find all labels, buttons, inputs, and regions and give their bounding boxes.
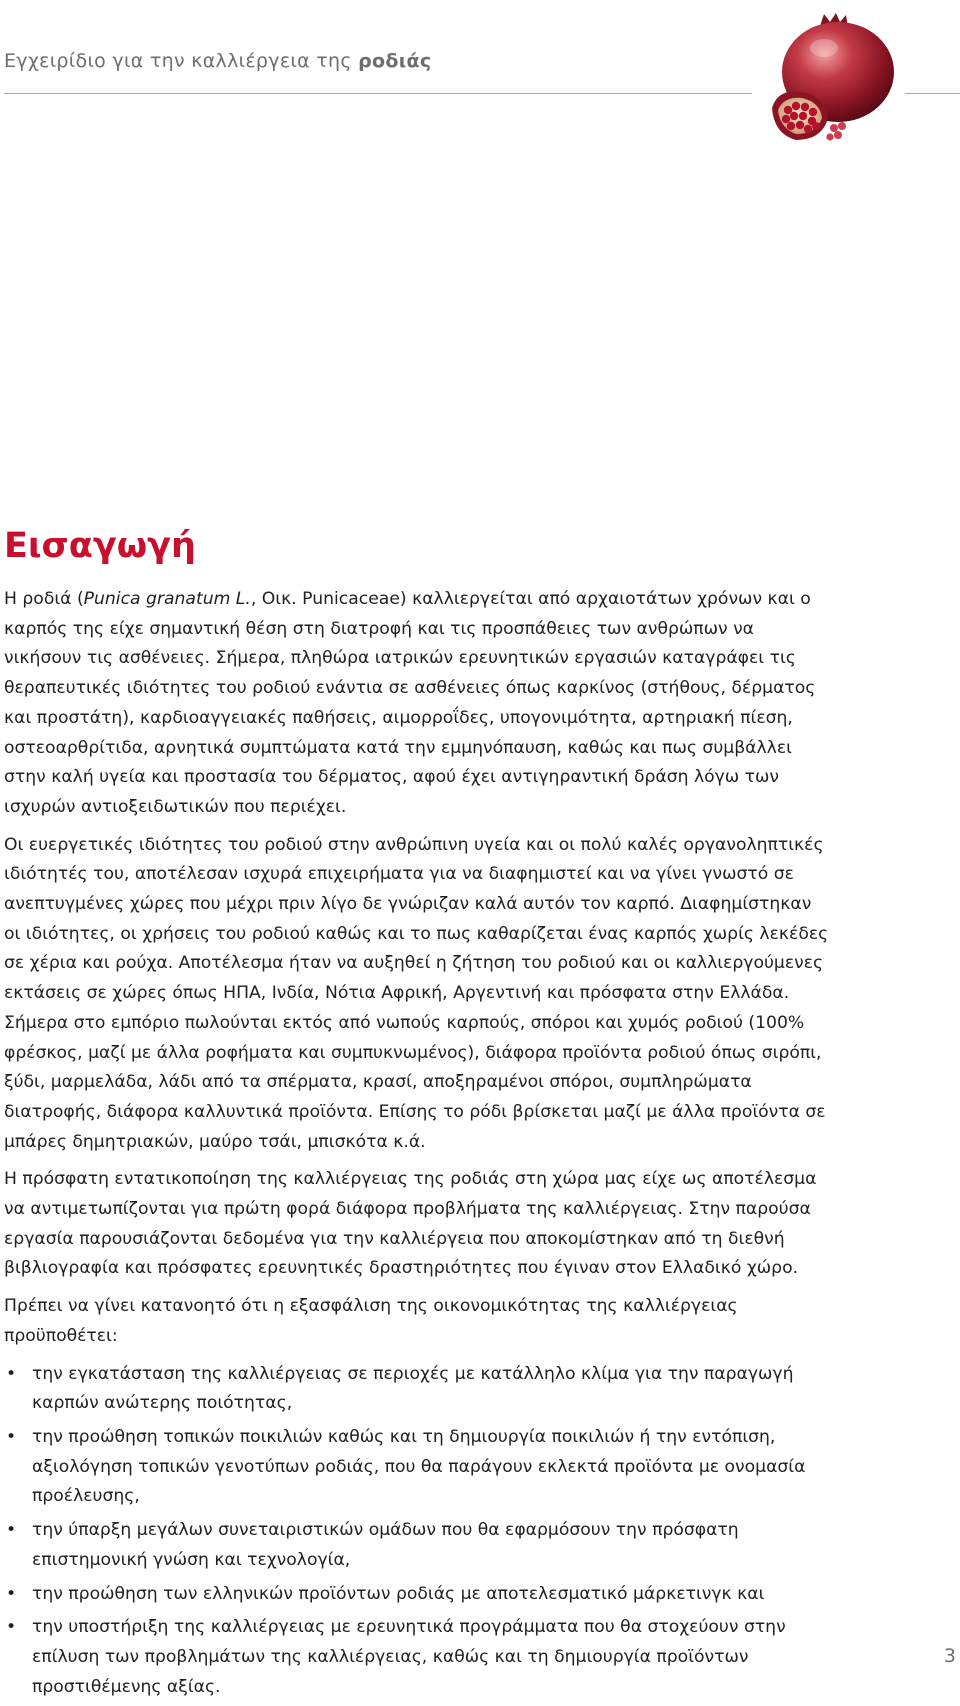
list-item-text: την εγκατάσταση της καλλιέργειας σε περιοχές με κατάλληλο κλίμα για την παραγωγή καρπών ανώτερης ποιότητας, xyxy=(32,1363,794,1414)
section-title: Εισαγωγή xyxy=(4,526,196,566)
document-header xyxy=(4,50,431,72)
header-title-prefix: Εγχειρίδιο για την καλλιέργεια της xyxy=(4,50,352,72)
pomegranate-icon xyxy=(758,10,908,160)
list-item-text: την προώθηση τοπικών ποικιλιών καθώς και τη δημιουργία ποικιλιών ή την εντόπιση, αξιολόγηση τοπικών γενοτύπων ροδιάς, που θα παράγουν εκλεκτά προϊόντα με ονομασία προέλευσης, xyxy=(32,1426,806,1507)
paragraph-2: Οι ευεργετικές ιδιότητες του ροδιού στην ανθρώπινη υγεία και οι πολύ καλές οργανοληπτικές ιδιότητές του, αποτέλεσαν ισχυρά επιχειρήματα για να διαφημιστεί και να γίνει γνωστό σε ανεπτυγμένες χώρες που μέχρι πριν λίγο δε γνώριζαν καλά αυτόν τον καρπό. Διαφημίστηκαν οι ιδιότητες, οι χρήσεις του ροδιού καθώς και το πως καθαρίζεται ένας καρπός χωρίς λεκέδες σε χέρια και ρούχα. Αποτέλεσμα ήταν να αυξηθεί η ζήτηση του ροδιού και οι καλλιεργούμενες εκτάσεις σε χώρες όπως ΗΠΑ, Ινδία, Νότια Αφρική, Αργεντινή και πρόσφατα στην Ελλάδα. Σήμερα στο εμπόριο πωλούνται εκτός από νωπούς καρπούς, σπόροι και χυμός ροδιού (100% φρέσκος, μαζί με άλλα ροφήματα και συμπυκνωμένος), διάφορα προϊόντα ροδιού όπως σιρόπι, ξύδι, μαρμελάδα, λάδι από τα σπέρματα, κρασί, αποξηραμένοι σπόροι, συμπληρώματα διατροφής, διάφορα καλλυντικά προϊόντα. Επίσης το ρόδι βρίσκεται μαζί με άλλα προϊόντα σε μπάρες δημητριακών, μαύρο τσάι, μπισκότα κ.ά. xyxy=(4,834,829,1152)
list-item xyxy=(4,1360,832,1419)
list-item xyxy=(4,1516,832,1575)
list-item-text: την ύπαρξη μεγάλων συνεταιριστικών ομάδων που θα εφαρμόσουν την πρόσφατη επιστημονική γνώση και τεχνολογία, xyxy=(32,1520,739,1570)
header-title-emphasis: ροδιάς xyxy=(358,50,432,72)
list-item xyxy=(4,1580,832,1610)
bullet-icon: • xyxy=(6,1426,17,1447)
header-divider-right xyxy=(905,93,960,94)
paragraph-4: Πρέπει να γίνει κατανοητό ότι η εξασφάλιση της οικονομικότητας της καλλιέργειας προϋποθέτει: xyxy=(4,1296,738,1346)
page-number: 3 xyxy=(943,1645,956,1667)
body-content xyxy=(4,585,832,1706)
paragraph-1 xyxy=(4,585,832,823)
paragraph-1-lead: Η ροδιά ( xyxy=(4,589,84,609)
bullet-icon: • xyxy=(6,1520,17,1541)
paragraph-3: Η πρόσφατη εντατικοποίηση της καλλιέργειας της ροδιάς στη χώρα μας είχε ως αποτέλεσμα να αντιμετωπίζονται για πρώτη φορά διάφορα προβλήματα της καλλιέργειας. Στην παρούσα εργασία παρουσιάζονται δεδομένα για την καλλιέργεια που αποκομίστηκαν από τη διεθνή βιβλιογραφία και πρόσφατες ερευνητικές δραστηριότητες που έγιναν στον Ελλαδικό χώρο. xyxy=(4,1169,817,1279)
bullet-list xyxy=(4,1360,832,1703)
bullet-icon: • xyxy=(6,1617,17,1638)
paragraph-1-rest: , Οικ. Punicaceae) καλλιεργείται από αρχαιοτάτων χρόνων και ο καρπός της είχε σημαντική θέση στη διατροφή και τις προσπάθειες των ανθρώπων να νικήσουν τις ασθένειες. Σήμερα, πληθώρα ιατρικών ερευνητικών εργασιών καταγράφει τις θεραπευτικές ιδιότητες του ροδιού ενάντια σε ασθένειες όπως καρκίνος (στήθους, δέρματος και προστάτη), καρδιοαγγειακές παθήσεις, αιμορροΐδες, υπογονιμότητα, αρτηριακή πίεση, οστεοαρθρίτιδα, αρνητικά συμπτώματα κατά την εμμηνόπαυση, καθώς και πως συμβάλλει στην καλή υγεία και προστασία του δέρματος, αφού έχει αντιγηραντική δράση λόγω των ισχυρών αντιοξειδωτικών που περιέχει. xyxy=(4,589,816,817)
bullet-icon: • xyxy=(6,1363,17,1384)
list-item xyxy=(4,1613,832,1702)
header-divider-left xyxy=(4,93,752,94)
bullet-icon: • xyxy=(6,1583,17,1604)
list-item xyxy=(4,1423,832,1512)
paragraph-1-species: Punica granatum L. xyxy=(83,589,251,609)
list-item-text: την υποστήριξη της καλλιέργειας με ερευνητικά προγράμματα που θα στοχεύουν στην επίλυση των προβλημάτων της καλλιέργειας, καθώς και τη δημιουργία προϊόντων προστιθέμενης αξίας. xyxy=(32,1617,786,1697)
list-item-text: την προώθηση των ελληνικών προϊόντων ροδιάς με αποτελεσματικό μάρκετινγκ και xyxy=(32,1583,765,1604)
